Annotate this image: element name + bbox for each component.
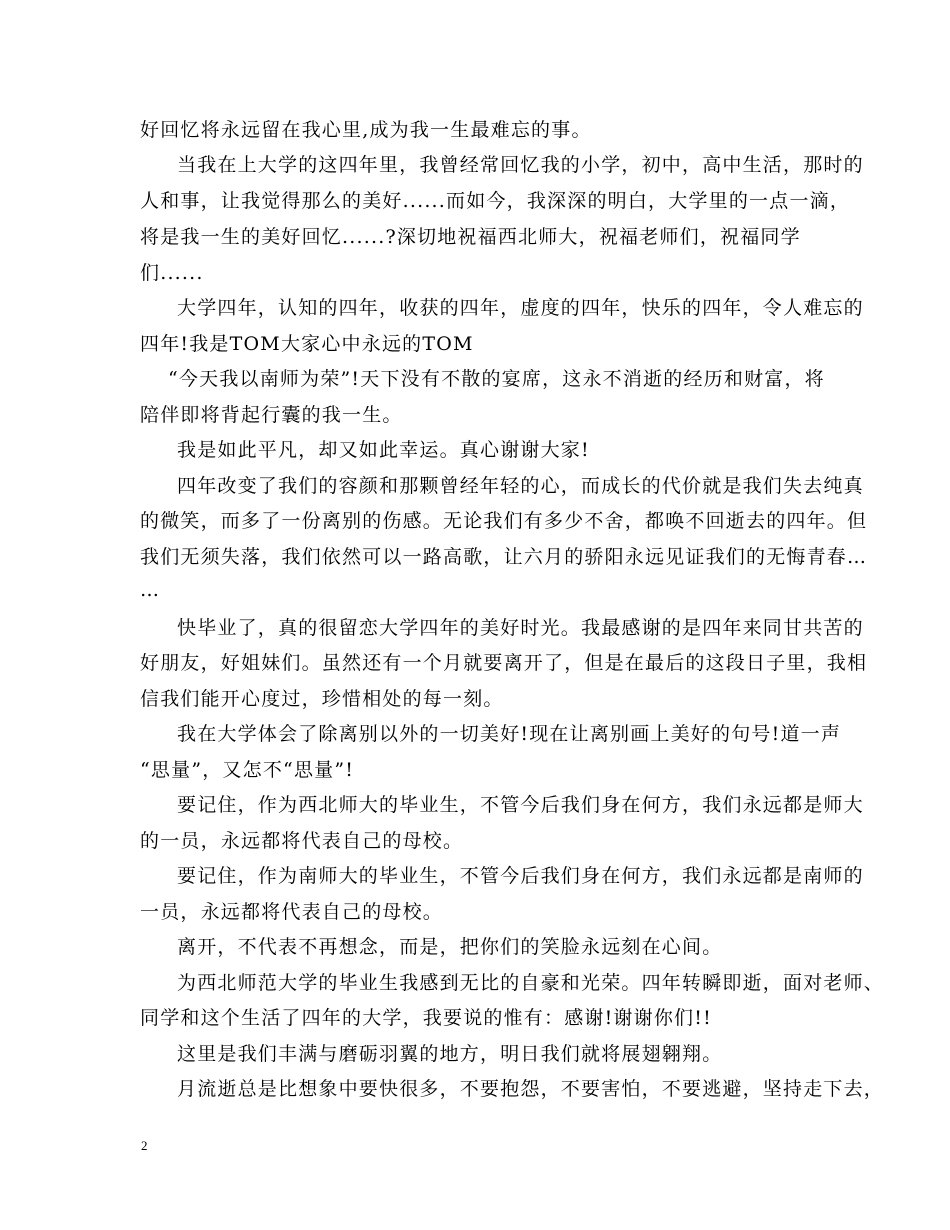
text-line: 四年改变了我们的容颜和那颗曾经年轻的心，而成长的代价就是我们失去纯真 <box>177 475 864 497</box>
text-line: 四年!我是TOM大家心中永远的TOM <box>140 333 474 355</box>
text-line: 们...... <box>140 262 204 284</box>
text-line: 这里是我们丰满与磨砺羽翼的地方，明日我们就将展翅翱翔。 <box>177 1043 723 1065</box>
text-line: 要记住，作为西北师大的毕业生，不管今后我们身在何方，我们永远都是师大 <box>177 794 864 816</box>
text-line: 信我们能开心度过，珍惜相处的每一刻。 <box>140 688 504 710</box>
text-line: 我是如此平凡，却又如此幸运。真心谢谢大家! <box>177 439 590 461</box>
text-line: 陪伴即将背起行囊的我一生。 <box>140 404 403 426</box>
text-line: 一员，永远都将代表自己的母校。 <box>140 901 444 923</box>
text-line: 大学四年，认知的四年，收获的四年，虚度的四年，快乐的四年，令人难忘的 <box>177 297 864 319</box>
text-line: 同学和这个生活了四年的大学，我要说的惟有：感谢!谢谢你们!! <box>140 1007 712 1029</box>
text-line: 离开，不代表不再想念，而是，把你们的笑脸永远刻在心间。 <box>177 936 723 958</box>
text-line: “今天我以南师为荣”!天下没有不散的宴席，这永不消逝的经历和财富，将 <box>168 368 825 390</box>
text-line: … <box>140 579 161 601</box>
text-line: 要记住，作为南师大的毕业生，不管今后我们身在何方，我们永远都是南师的 <box>177 865 864 887</box>
text-line: 好回忆将永远留在我心里,成为我一生最难忘的事。 <box>140 119 592 141</box>
text-line: 好朋友，好姐妹们。虽然还有一个月就要离开了，但是在最后的这段日子里，我相 <box>140 652 868 674</box>
text-line: 的一员，永远都将代表自己的母校。 <box>140 830 464 852</box>
text-line: 当我在上大学的这四年里，我曾经常回忆我的小学，初中，高中生活，那时的 <box>177 154 864 176</box>
text-line: 为西北师范大学的毕业生我感到无比的自豪和光荣。四年转瞬即逝，面对老师、 <box>177 972 885 994</box>
text-line: 的微笑，而多了一份离别的伤感。无论我们有多少不舍，都唤不回逝去的四年。但 <box>140 510 868 532</box>
page-number: 2 <box>141 1138 148 1153</box>
text-line: 人和事，让我觉得那么的美好......而如今，我深深的明白，大学里的一点一滴， <box>140 190 851 212</box>
text-line: “思量”，又怎不“思量”! <box>140 759 355 781</box>
text-line: 快毕业了，真的很留恋大学四年的美好时光。我最感谢的是四年来同甘共苦的 <box>177 617 864 639</box>
text-line: 我在大学体会了除离别以外的一切美好!现在让离别画上美好的句号!道一声 <box>177 723 842 745</box>
text-line: 将是我一生的美好回忆......?深切地祝福西北师大，祝福老师们，祝福同学 <box>140 226 801 248</box>
text-line: 我们无须失落，我们依然可以一路高歌，让六月的骄阳永远见证我们的无悔青春… <box>140 546 868 568</box>
text-line: 月流逝总是比想象中要快很多，不要抱怨，不要害怕，不要逃避，坚持走下去， <box>177 1078 885 1100</box>
